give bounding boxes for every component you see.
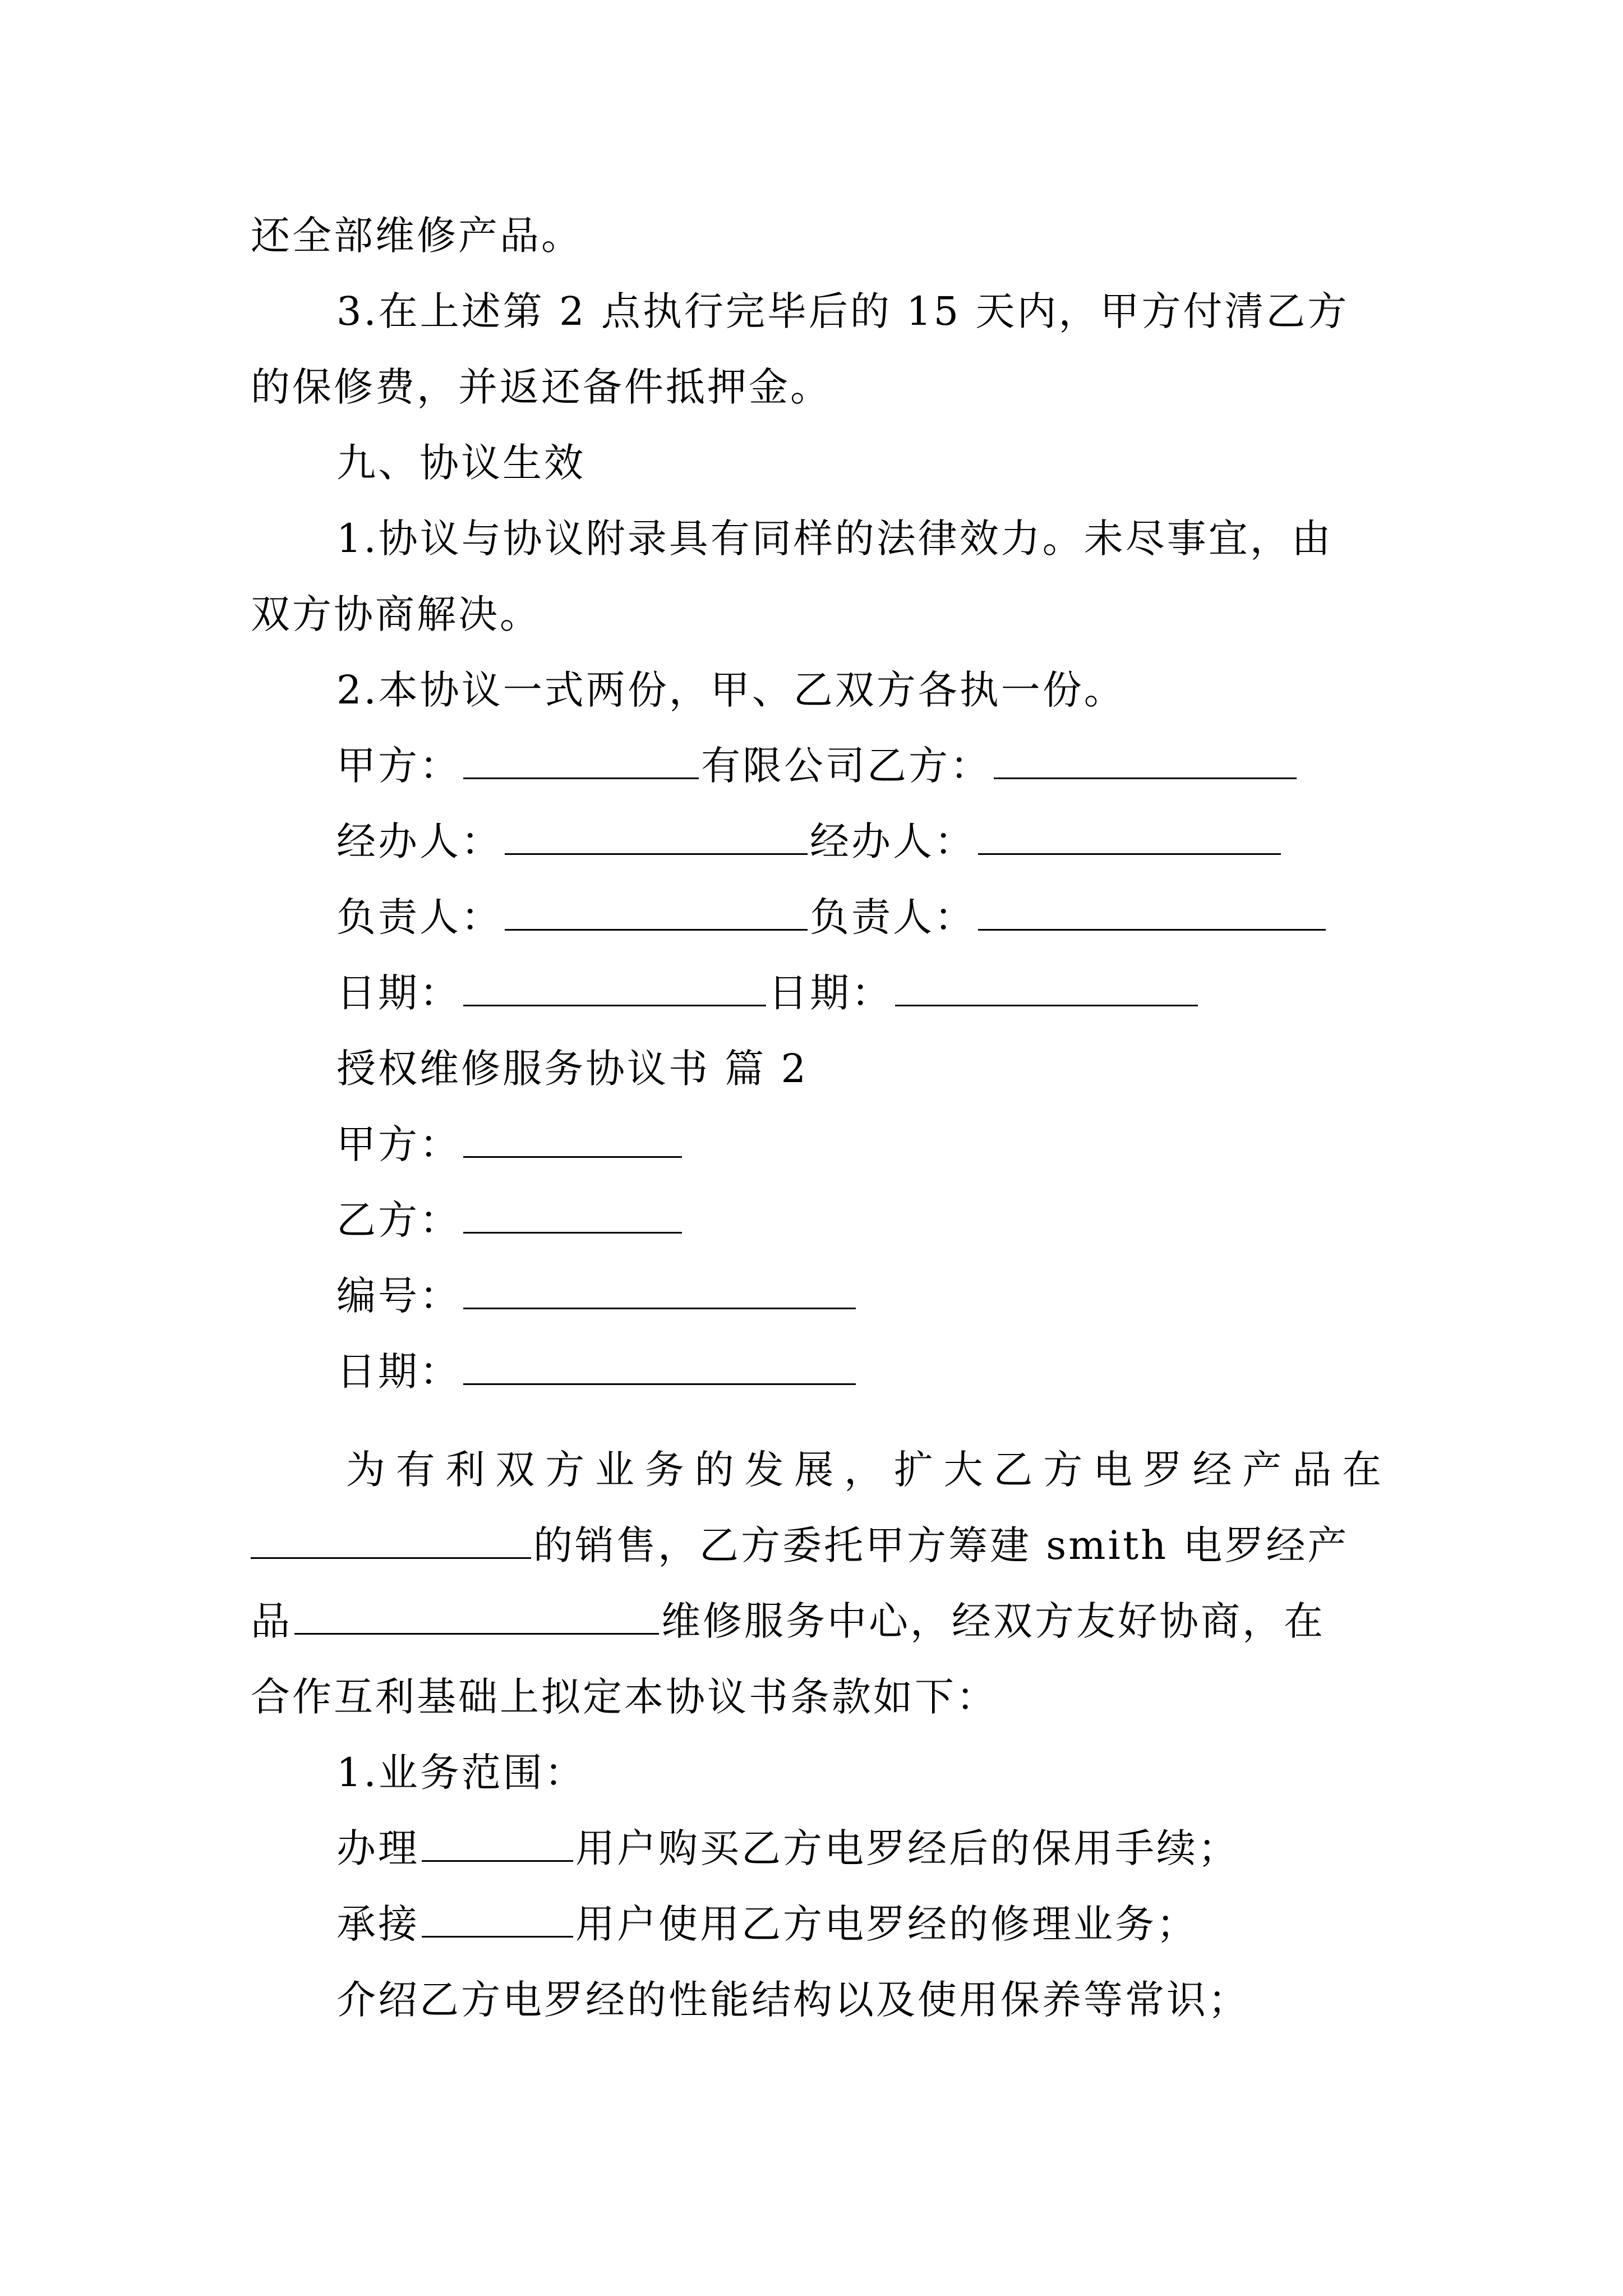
principal-b-blank (978, 894, 1326, 931)
scope-item (336, 1823, 1239, 1874)
section2-party-a-row (336, 1119, 684, 1170)
section2-party-b-blank (463, 1197, 682, 1234)
scope-text: 用户使用乙方电罗经的修理业务； (575, 1901, 1198, 1947)
signature-row-principal (336, 892, 1328, 942)
paragraph-text: 品 (251, 1598, 292, 1644)
section2-party-a-blank (463, 1121, 682, 1158)
section2-party-b-label: 乙方： (336, 1197, 461, 1243)
paragraph-line (251, 1596, 1325, 1646)
scope-item (336, 1899, 1198, 1949)
text-line: 的保修费，并返还备件抵押金。 (251, 364, 832, 410)
text-line: 1.协议与协议附录具有同样的法律效力。未尽事宜，由 (336, 516, 1333, 562)
party-b-blank (994, 743, 1297, 779)
date-label-b: 日期： (768, 970, 893, 1016)
handler-label-a: 经办人： (336, 818, 502, 864)
party-b-label: 乙方： (867, 743, 992, 789)
section-title: 授权维修服务协议书 篇 2 (336, 1046, 809, 1092)
handler-b-blank (978, 818, 1281, 855)
list-item-heading: 1.业务范围： (336, 1750, 586, 1796)
section2-party-b-row (336, 1195, 684, 1245)
paragraph-line: 合作互利基础上拟定本协议书条款如下： (251, 1674, 998, 1720)
principal-a-blank (505, 894, 808, 931)
paragraph-line (251, 1520, 1349, 1571)
date-b-blank (895, 970, 1198, 1006)
paragraph-line: 为有利双方业务的发展，扩大乙方电罗经产品在 (346, 1447, 1384, 1493)
text-line: 2.本协议一式两份，甲、乙双方各执一份。 (336, 667, 1126, 713)
principal-label-b: 负责人： (810, 894, 976, 940)
section2-number-row (336, 1271, 858, 1321)
party-a-company: 有限公司 (701, 743, 867, 789)
date-label-a: 日期： (336, 970, 461, 1016)
scope-blank (422, 1901, 573, 1938)
party-a-blank (463, 743, 699, 779)
signature-row-party (336, 740, 1299, 791)
section2-date-row (336, 1346, 858, 1397)
center-name-blank (294, 1598, 659, 1635)
text-line: 还全部维修产品。 (251, 213, 583, 259)
text-line: 双方协商解决。 (251, 591, 541, 637)
section-heading: 九、协议生效 (336, 440, 585, 486)
section2-party-a-label: 甲方： (336, 1121, 461, 1167)
date-a-blank (463, 970, 766, 1006)
scope-text: 办理 (336, 1825, 419, 1871)
paragraph-text: 维修服务中心，经双方友好协商，在 (661, 1598, 1325, 1644)
handler-label-b: 经办人： (810, 818, 976, 864)
section2-number-blank (463, 1273, 856, 1309)
scope-item: 介绍乙方电罗经的性能结构以及使用保养等常识； (336, 1977, 1249, 2023)
scope-blank (422, 1825, 573, 1862)
region-blank (251, 1522, 531, 1559)
section2-number-label: 编号： (336, 1273, 461, 1319)
text-line: 3.在上述第 2 点执行完毕后的 15 天内，甲方付清乙方 (336, 288, 1349, 334)
handler-a-blank (505, 818, 808, 855)
signature-row-handler (336, 816, 1283, 867)
section2-date-blank (463, 1349, 856, 1385)
scope-text: 承接 (336, 1901, 419, 1947)
paragraph-text: 的销售，乙方委托甲方筹建 smith 电罗经产 (533, 1522, 1349, 1568)
section2-date-label: 日期： (336, 1349, 461, 1395)
party-a-label: 甲方： (336, 743, 461, 789)
scope-text: 用户购买乙方电罗经后的保用手续； (575, 1825, 1239, 1871)
principal-label-a: 负责人： (336, 894, 502, 940)
signature-row-date (336, 968, 1200, 1018)
